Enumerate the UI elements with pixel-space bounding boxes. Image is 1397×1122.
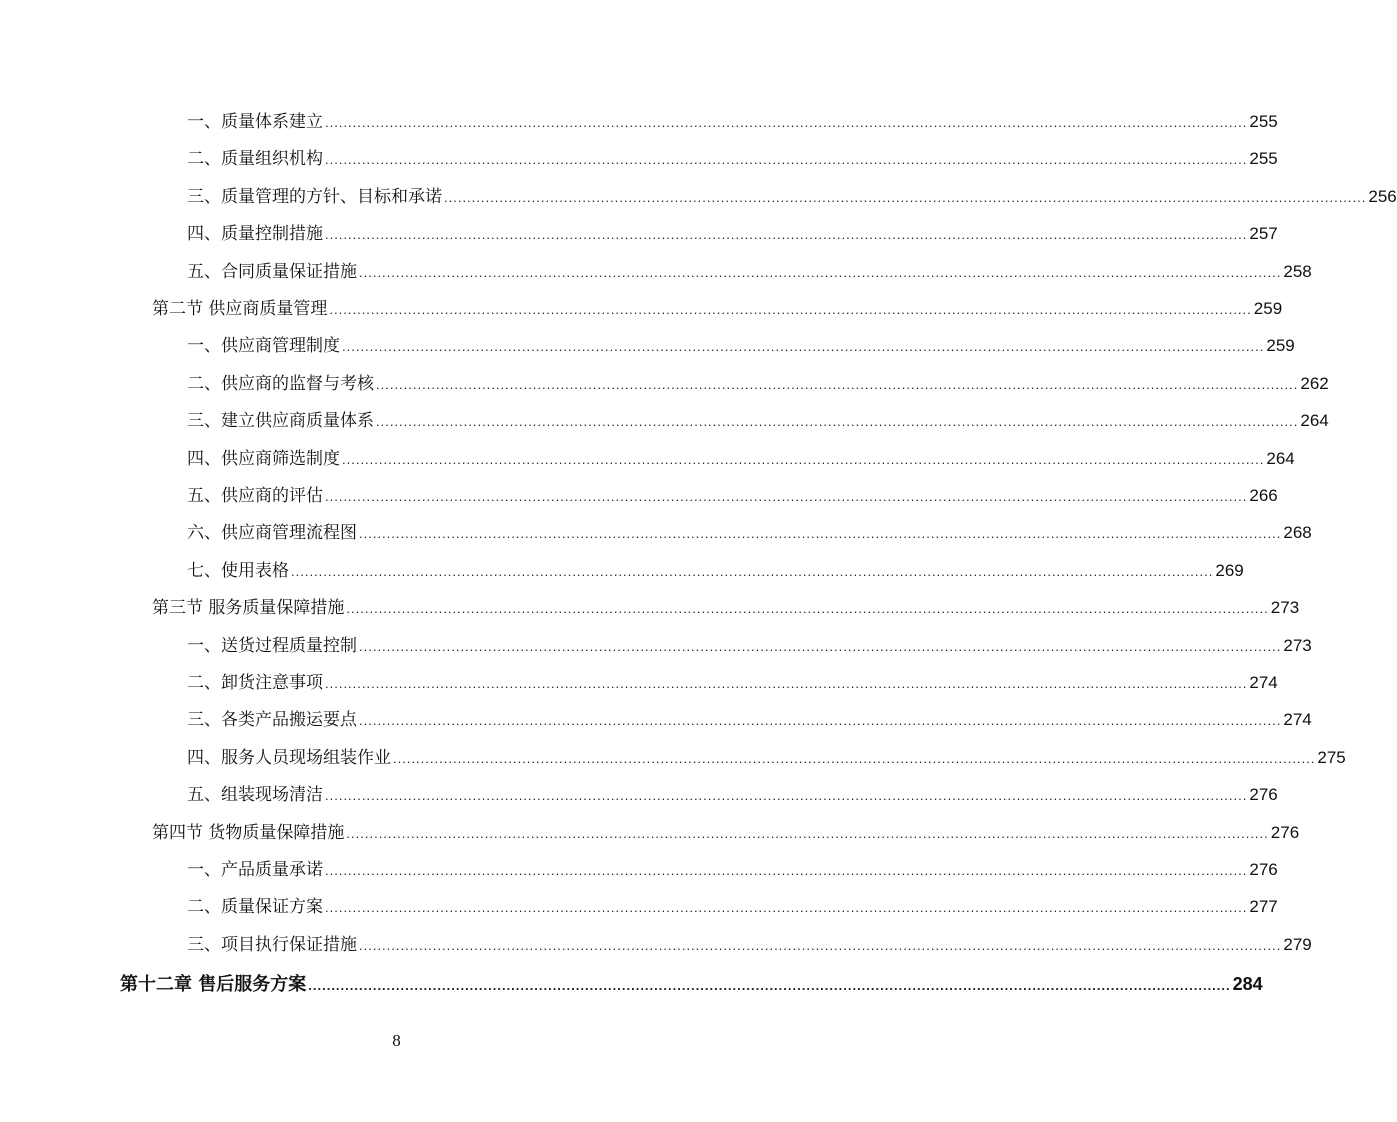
toc-entry-page: 273 xyxy=(1270,598,1300,618)
toc-entry-title: 五、组装现场清洁 xyxy=(187,785,323,806)
toc-leader-dots: ........................................................................................................................................................................................................ xyxy=(325,115,1248,130)
toc-entry-title: 三、质量管理的方针、目标和承诺 xyxy=(187,186,442,207)
toc-leader-dots: ........................................................................................................................................................................................................ xyxy=(376,376,1299,392)
toc-entry-title: 二、卸货注意事项 xyxy=(187,673,323,693)
toc-section-entry[interactable] xyxy=(152,818,1300,843)
toc-entry-page: 258 xyxy=(1283,261,1312,281)
toc-item-entry[interactable] xyxy=(187,668,1278,693)
toc-entry-title: 一、供应商管理制度 xyxy=(187,336,340,357)
toc-entry-title: 一、质量体系建立 xyxy=(187,112,323,132)
toc-leader-dots: ........................................................................................................................................................................................................ xyxy=(342,339,1265,355)
page-number: 8 xyxy=(392,1031,401,1050)
toc-item-entry[interactable] xyxy=(187,369,1329,394)
toc-leader-dots: ........................................................................................................................................................................................................ xyxy=(376,414,1299,430)
toc-leader-dots: ........................................................................................................................................................................................................ xyxy=(308,977,1231,993)
toc-entry-title: 三、项目执行保证措施 xyxy=(187,934,357,955)
toc-entry-title: 一、产品质量承诺 xyxy=(187,860,323,880)
toc-entry-page: 274 xyxy=(1283,710,1312,730)
toc-entry-page: 276 xyxy=(1270,822,1300,842)
toc-entry-page: 284 xyxy=(1232,973,1263,994)
toc-leader-dots: ........................................................................................................................................................................................................ xyxy=(325,152,1248,168)
toc-entry-page: 257 xyxy=(1249,224,1278,244)
toc-leader-dots: ........................................................................................................................................................................................................ xyxy=(359,713,1282,729)
toc-entry-page: 276 xyxy=(1249,785,1278,805)
toc-item-entry[interactable] xyxy=(187,444,1295,469)
toc-leader-dots: ........................................................................................................................................................................................................ xyxy=(346,601,1269,617)
toc-entry-page: 268 xyxy=(1283,523,1312,543)
toc-entry-page: 274 xyxy=(1249,673,1278,692)
toc-item-entry[interactable] xyxy=(187,331,1295,357)
toc-entry-page: 277 xyxy=(1249,897,1278,917)
toc-entry-title: 七、使用表格 xyxy=(187,560,289,581)
toc-entry-page: 259 xyxy=(1253,299,1283,318)
toc-entry-page: 259 xyxy=(1266,336,1295,356)
toc-entry-page: 276 xyxy=(1249,860,1278,879)
toc-entry-page: 264 xyxy=(1266,448,1295,468)
toc-entry-title: 第三节 服务质量保障措施 xyxy=(152,598,345,619)
toc-leader-dots: ........................................................................................................................................................................................................ xyxy=(346,825,1269,841)
toc-entry-title: 六、供应商管理流程图 xyxy=(187,523,357,544)
toc-item-entry[interactable] xyxy=(187,930,1312,955)
toc-entry-title: 五、供应商的评估 xyxy=(187,486,323,506)
toc-item-entry[interactable] xyxy=(187,257,1312,282)
toc-entry-title: 四、质量控制措施 xyxy=(187,224,323,245)
toc-entry-title: 第二节 供应商质量管理 xyxy=(152,299,328,319)
toc-entry-page: 275 xyxy=(1317,747,1346,767)
toc-leader-dots: ........................................................................................................................................................................................................ xyxy=(325,489,1248,504)
toc-item-entry[interactable] xyxy=(187,855,1278,880)
toc-item-entry[interactable] xyxy=(187,107,1278,132)
toc-entry-title: 二、供应商的监督与考核 xyxy=(187,373,374,394)
toc-leader-dots: ........................................................................................................................................................................................................ xyxy=(359,638,1282,654)
toc-entry-title: 第十二章 售后服务方案 xyxy=(120,973,307,995)
toc-leader-dots: ........................................................................................................................................................................................................ xyxy=(359,264,1282,280)
toc-leader-dots: ........................................................................................................................................................................................................ xyxy=(325,900,1248,916)
toc-item-entry[interactable] xyxy=(187,518,1312,544)
toc-entry-page: 255 xyxy=(1249,112,1278,131)
toc-entry-page: 266 xyxy=(1249,486,1278,505)
toc-entry-page: 256 xyxy=(1368,186,1397,206)
toc-leader-dots: ........................................................................................................................................................................................................ xyxy=(291,563,1214,579)
toc-entry-title: 三、建立供应商质量体系 xyxy=(187,411,374,432)
toc-entry-title: 第四节 货物质量保障措施 xyxy=(152,822,345,843)
toc-leader-dots: ........................................................................................................................................................................................................ xyxy=(325,227,1248,243)
toc-entry-page: 279 xyxy=(1283,934,1312,954)
toc-chapter-entry[interactable] xyxy=(120,970,1263,996)
toc-item-entry[interactable] xyxy=(187,631,1312,656)
toc-item-entry[interactable] xyxy=(187,481,1278,506)
toc-leader-dots: ........................................................................................................................................................................................................ xyxy=(329,302,1252,317)
toc-item-entry[interactable] xyxy=(187,219,1278,245)
toc-leader-dots: ........................................................................................................................................................................................................ xyxy=(342,451,1265,467)
toc-entry-page: 262 xyxy=(1300,373,1329,393)
toc-entry-title: 四、服务人员现场组装作业 xyxy=(187,747,391,768)
toc-item-entry[interactable] xyxy=(187,182,1397,207)
toc-entry-page: 269 xyxy=(1215,560,1244,580)
toc-entry-title: 三、各类产品搬运要点 xyxy=(187,710,357,731)
toc-section-entry[interactable] xyxy=(152,294,1283,319)
toc-entry-page: 255 xyxy=(1249,149,1278,169)
toc-leader-dots: ........................................................................................................................................................................................................ xyxy=(393,750,1316,766)
toc-entry-title: 四、供应商筛选制度 xyxy=(187,448,340,469)
toc-leader-dots: ........................................................................................................................................................................................................ xyxy=(359,937,1282,953)
toc-item-entry[interactable] xyxy=(187,556,1244,581)
toc-leader-dots: ........................................................................................................................................................................................................ xyxy=(325,676,1248,691)
toc-item-entry[interactable] xyxy=(187,705,1312,731)
toc-item-entry[interactable] xyxy=(187,743,1346,768)
toc-entry-title: 一、送货过程质量控制 xyxy=(187,635,357,656)
toc-item-entry[interactable] xyxy=(187,406,1329,432)
toc-leader-dots: ........................................................................................................................................................................................................ xyxy=(444,189,1367,205)
toc-entry-title: 二、质量保证方案 xyxy=(187,897,323,918)
toc-entry-page: 273 xyxy=(1283,635,1312,655)
toc-entry-title: 五、合同质量保证措施 xyxy=(187,261,357,282)
toc-item-entry[interactable] xyxy=(187,892,1278,918)
toc-item-entry[interactable] xyxy=(187,780,1278,806)
toc-leader-dots: ........................................................................................................................................................................................................ xyxy=(325,863,1248,878)
toc-entry-title: 二、质量组织机构 xyxy=(187,149,323,170)
toc-leader-dots: ........................................................................................................................................................................................................ xyxy=(359,526,1282,542)
toc-leader-dots: ........................................................................................................................................................................................................ xyxy=(325,788,1248,804)
toc-section-entry[interactable] xyxy=(152,593,1300,619)
toc-entry-page: 264 xyxy=(1300,411,1329,431)
toc-item-entry[interactable] xyxy=(187,144,1278,170)
